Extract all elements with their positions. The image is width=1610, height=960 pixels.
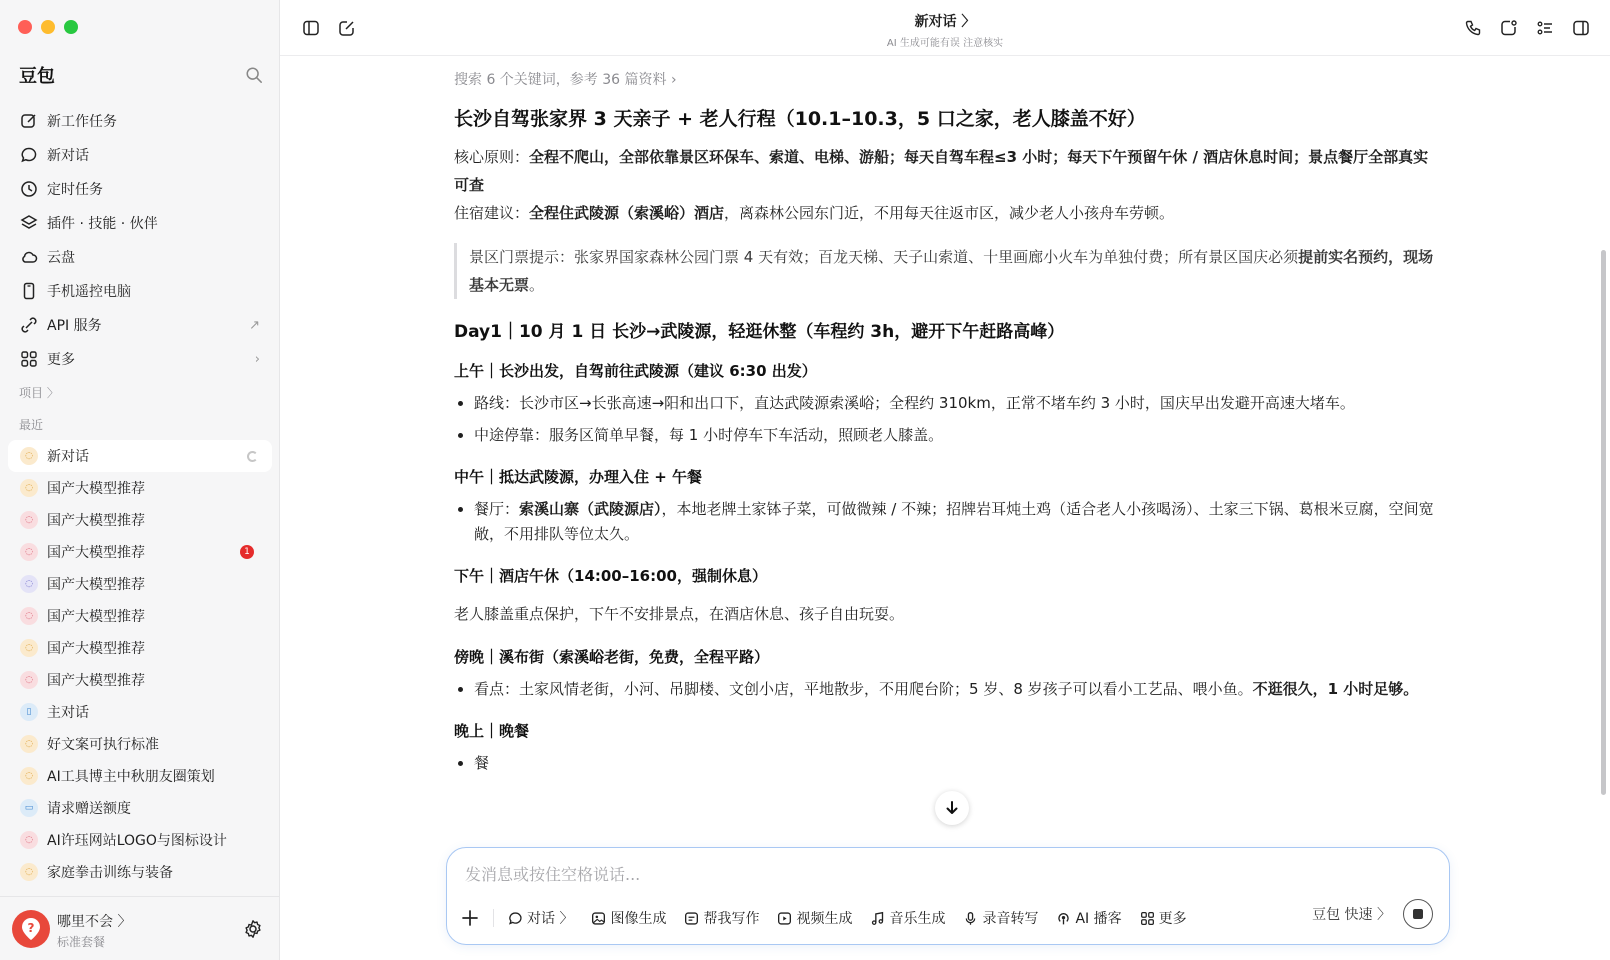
external-link-icon: ↗: [249, 317, 260, 333]
chat-bubble-icon: ◌: [20, 863, 38, 881]
sidebar-item-label: API 服务: [47, 318, 102, 334]
morning-list: [454, 391, 1439, 448]
core-principle: [454, 143, 1439, 199]
sidebar-item-label: 新对话: [47, 148, 89, 164]
recent-item[interactable]: [8, 568, 272, 600]
night-heading: 晚上｜晚餐: [454, 722, 530, 740]
tool-label: 录音转写: [982, 911, 1039, 927]
clipboard-icon: ▯: [20, 703, 38, 721]
video-icon: [777, 911, 792, 926]
chat-icon: [508, 911, 523, 926]
grid-icon: [1140, 911, 1155, 926]
chat-icon: [20, 146, 38, 164]
sidebar-nav: [8, 104, 272, 376]
user-profile[interactable]: [0, 896, 279, 960]
restaurant-name: 索溪山寨（武陵源店）: [519, 500, 662, 518]
list-item: • 餐: [474, 751, 1439, 776]
dusk-list: [454, 677, 1439, 702]
chat-bubble-icon: ◌: [20, 767, 38, 785]
chat-bubble-icon: ◌: [20, 511, 38, 529]
stay-label: 住宿建议：: [454, 204, 530, 222]
principle-text: 全程不爬山，全部依靠景区环保车、索道、电梯、游船；每天自驾车程≤3 小时；每天下午预留午休 / 酒店休息时间；景点餐厅全部真实可查: [454, 148, 1429, 194]
user-plan: 标准套餐: [57, 935, 106, 949]
avatar: [12, 910, 50, 948]
image-generation-button[interactable]: [591, 908, 666, 928]
more-tools-button[interactable]: [1140, 908, 1187, 928]
dusk-heading: 傍晚｜溪布街（索溪峪老街，免费，全程平路）: [454, 648, 770, 666]
recent-item-label: 家庭拳击训练与装备: [47, 865, 173, 881]
night-list: [454, 751, 1439, 776]
recent-item[interactable]: [8, 536, 272, 568]
sidebar-item-remote[interactable]: [8, 274, 272, 308]
ticket-note-quote: [454, 243, 1439, 299]
recent-item-label: 国产大模型推荐: [47, 641, 145, 657]
edit-icon: [20, 112, 38, 130]
chat-bubble-icon: ◌: [20, 639, 38, 657]
search-icon[interactable]: [245, 66, 263, 84]
share-icon[interactable]: [1498, 17, 1520, 39]
tool-label: AI 播客: [1075, 911, 1122, 927]
phone-call-icon[interactable]: [1462, 17, 1484, 39]
sidebar-item-label: 手机遥控电脑: [47, 284, 131, 300]
sidebar-item-new-task[interactable]: [8, 104, 272, 138]
recent-item[interactable]: [8, 824, 272, 856]
recent-item[interactable]: [8, 504, 272, 536]
recent-item-label: 主对话: [47, 705, 89, 721]
list-icon[interactable]: [1534, 17, 1556, 39]
chat-bubble-icon: ◌: [20, 831, 38, 849]
recent-item[interactable]: [8, 696, 272, 728]
sidebar-item-more[interactable]: [8, 342, 272, 376]
stop-icon: [1413, 909, 1423, 919]
scroll-down-button[interactable]: [935, 791, 969, 825]
morning-heading: 上午｜长沙出发，自驾前往武陵源（建议 6:30 出发）: [454, 362, 817, 380]
recent-item-label: 国产大模型推荐: [47, 673, 145, 689]
noon-label: 餐厅：: [474, 500, 520, 518]
sidebar-item-label: 插件 · 技能 · 伙伴: [47, 216, 158, 232]
noon-heading: 中午｜抵达武陵源，办理入住 + 午餐: [454, 468, 703, 486]
chat-bubble-icon: ◌: [20, 543, 38, 561]
chat-bubble-icon: ◌: [20, 447, 38, 465]
recent-item[interactable]: [8, 632, 272, 664]
app-brand: 豆包: [19, 66, 55, 87]
disclaimer-text: AI 生成可能有误 注意核实: [886, 38, 1004, 49]
sidebar-item-cloud[interactable]: [8, 240, 272, 274]
window-controls: [18, 20, 78, 34]
recent-item-label: 请求赠送额度: [47, 801, 131, 817]
laptop-icon: ▭: [20, 799, 38, 817]
sidebar-item-new-chat[interactable]: [8, 138, 272, 172]
day1-heading: Day1｜10 月 1 日 长沙→武陵源，轻逛休整（车程约 3h，避开下午赶路高峰）: [454, 322, 1065, 342]
record-stop-button[interactable]: [1403, 899, 1433, 929]
recent-item-label: 国产大模型推荐: [47, 513, 145, 529]
page-title[interactable]: 新对话 〉: [914, 14, 976, 30]
chat-bubble-icon: ◌: [20, 575, 38, 593]
sidebar-item-api[interactable]: [8, 308, 272, 342]
write-icon: [684, 911, 699, 926]
chat-bubble-icon: ◌: [20, 479, 38, 497]
mic-icon: [963, 911, 978, 926]
chat-bubble-icon: ◌: [20, 671, 38, 689]
noon-list: [454, 497, 1439, 547]
gear-icon[interactable]: [243, 919, 263, 939]
arrow-down-icon: [944, 800, 960, 816]
model-selector[interactable]: 豆包 快速 〉: [1312, 907, 1391, 923]
message-composer: [446, 847, 1450, 945]
recent-item-label: AI许珏网站LOGO与图标设计: [47, 833, 227, 849]
writing-button[interactable]: [684, 908, 759, 928]
recent-item-label: 新对话: [47, 449, 89, 465]
user-name: 哪里不会 〉: [57, 914, 132, 930]
attach-button[interactable]: [461, 909, 479, 927]
recent-item-label: 国产大模型推荐: [47, 545, 145, 561]
dusk-text: 看点：土家风情老街，小河、吊脚楼、文创小店，平地散步，不用爬台阶；5 岁、8 岁孩子可以看小工艺品、喂小鱼。: [474, 680, 1253, 698]
image-icon: [591, 911, 606, 926]
stay-text: ，离森林公园东门近，不用每天往返市区，减少老人小孩舟车劳顿。: [724, 204, 1175, 222]
toolbar-divider: [493, 909, 494, 927]
recent-item[interactable]: [8, 856, 272, 888]
recent-item-label: 国产大模型推荐: [47, 481, 145, 497]
lodging-advice: [454, 199, 1439, 227]
list-item: [474, 677, 1439, 702]
clock-icon: [20, 180, 38, 198]
sidebar-item-label: 更多: [47, 352, 75, 368]
chevron-right-icon: ›: [254, 351, 260, 367]
principle-label: 核心原则：: [454, 148, 530, 166]
list-item: [474, 497, 1439, 547]
recent-item-label: 国产大模型推荐: [47, 609, 145, 625]
sidebar-item-scheduled[interactable]: [8, 172, 272, 206]
minimize-window-button[interactable]: [41, 20, 55, 34]
close-window-button[interactable]: [18, 20, 32, 34]
loading-spinner-icon: [247, 451, 258, 462]
composer-toolbar: [461, 908, 1205, 928]
tool-label: 更多: [1158, 911, 1187, 927]
recent-item[interactable]: [8, 664, 272, 696]
sidebar-item-label: 新工作任务: [47, 114, 117, 130]
search-sources-link[interactable]: 搜索 6 个关键词，参考 36 篇资料 ›: [454, 72, 677, 88]
recent-list: [8, 440, 272, 888]
plus-icon: [461, 909, 479, 927]
layers-icon: [20, 214, 38, 232]
message-input[interactable]: [465, 862, 1365, 886]
phone-icon: [20, 282, 38, 300]
list-item: • 中途停靠：服务区简单早餐，每 1 小时停车下车活动，照顾老人膝盖。: [474, 423, 1439, 448]
recent-item[interactable]: [8, 792, 272, 824]
recent-item[interactable]: [8, 440, 272, 472]
top-bar: [280, 0, 1610, 56]
chat-mode-button[interactable]: [508, 908, 573, 928]
sidebar: [0, 0, 280, 960]
sidebar-item-label: 定时任务: [47, 182, 103, 198]
sidebar-item-label: 云盘: [47, 250, 75, 266]
transcription-button[interactable]: [963, 908, 1038, 928]
recent-item[interactable]: [8, 600, 272, 632]
api-icon: [20, 316, 38, 334]
recent-section-label: 最近: [19, 418, 44, 432]
projects-section-label[interactable]: 项目 〉: [19, 386, 59, 400]
recent-item[interactable]: [8, 728, 272, 760]
zoom-window-button[interactable]: [64, 20, 78, 34]
recent-item-label: AI工具博主中秋朋友圈策划: [47, 769, 215, 785]
chat-bubble-icon: ◌: [20, 735, 38, 753]
tool-label: 视频生成: [796, 911, 853, 927]
scrollbar[interactable]: [1601, 250, 1606, 795]
podcast-button[interactable]: [1056, 908, 1121, 928]
tool-label: 对话 〉: [527, 911, 574, 927]
grid-icon: [20, 350, 38, 368]
tool-label: 图像生成: [610, 911, 667, 927]
recent-item-label: 国产大模型推荐: [47, 577, 145, 593]
ticket-end: 。: [529, 276, 545, 294]
dusk-bold: 不逛很久，1 小时足够。: [1252, 680, 1419, 698]
afternoon-heading: 下午｜酒店午休（14:00–16:00，强制休息）: [454, 567, 767, 585]
noon-text: ，本地老牌土家钵子菜，可做微辣 / 不辣；招牌岩耳炖土鸡（适合老人小孩喝汤）、土家三下锅、葛根米豆腐，空间宽敞，不用排队等位太久。: [474, 500, 1434, 543]
music-generation-button[interactable]: [870, 908, 945, 928]
cloud-icon: [20, 248, 38, 266]
podcast-icon: [1056, 911, 1071, 926]
recent-item-label: 好文案可执行标准: [47, 737, 159, 753]
message-area: [454, 60, 1439, 850]
chat-bubble-icon: ◌: [20, 607, 38, 625]
list-item: • 路线：长沙市区→长张高速→阳和出口下，直达武陵源索溪峪；全程约 310km，正常不堵车约 3 小时，国庆早出发避开高速大堵车。: [474, 391, 1439, 416]
ticket-bold: 提前实名预约，现场基本无票: [469, 248, 1434, 294]
answer-title: 长沙自驾张家界 3 天亲子 + 老人行程（10.1–10.3，5 口之家，老人膝盖不好）: [454, 108, 1146, 130]
recent-item[interactable]: [8, 472, 272, 504]
unread-badge: 1: [240, 545, 254, 559]
tool-label: 帮我写作: [703, 911, 760, 927]
music-icon: [870, 911, 885, 926]
tool-label: 音乐生成: [889, 911, 946, 927]
recent-item[interactable]: [8, 760, 272, 792]
stay-bold: 全程住武陵源（索溪峪）酒店: [529, 204, 725, 222]
afternoon-text: 老人膝盖重点保护，下午不安排景点，在酒店休息、孩子自由玩耍。: [454, 605, 905, 623]
sidebar-item-plugins[interactable]: [8, 206, 272, 240]
ticket-text: 景区门票提示：张家界国家森林公园门票 4 天有效；百龙天梯、天子山索道、十里画廊小火车为单独付费；所有景区国庆必须: [469, 248, 1299, 266]
svg-text:?: ?: [27, 921, 35, 935]
panel-toggle-icon[interactable]: [1570, 17, 1592, 39]
video-generation-button[interactable]: [777, 908, 852, 928]
